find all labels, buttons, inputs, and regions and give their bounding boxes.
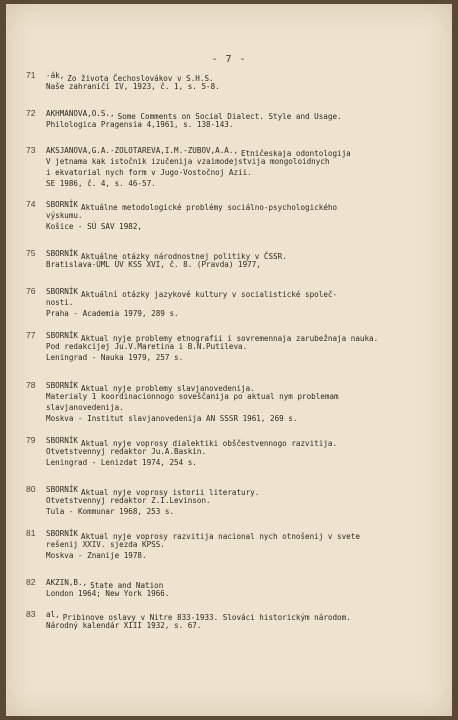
entry-line: London 1964; New York 1966.	[46, 589, 170, 598]
entry-author: SBORNÍK	[46, 436, 79, 445]
entry-title: Aktuální otázky jazykové kultury v socialistické společ-	[81, 290, 338, 299]
entry-line: SE 1986, č. 4, s. 46-57.	[46, 179, 156, 188]
entry-line	[46, 145, 416, 156]
entry-number: 79	[26, 435, 36, 445]
entry-author: AKZIN,B.,	[46, 578, 88, 587]
entry-text	[46, 528, 416, 561]
entry-line	[46, 108, 416, 119]
entry-number: 71	[26, 70, 36, 80]
entry-title: Aktual nyje voprosy razvitija nacional nych otnošenij v svete	[81, 532, 360, 541]
entry-text	[46, 577, 416, 599]
entry-text	[46, 609, 416, 631]
entry-title: Aktuálne otázky národnostnej politiky v ČSSR.	[81, 252, 287, 261]
entry-line: výskumu.	[46, 211, 83, 220]
entry-text	[46, 248, 416, 270]
entry-line: Moskva - Znanije 1978.	[46, 551, 147, 560]
entry-line: rešenij XXIV. sjezda KPSS.	[46, 540, 165, 549]
entry-line	[46, 199, 416, 210]
entry-line	[46, 609, 416, 620]
entry-text	[46, 145, 416, 189]
entry-title: Zo života Čechoslovákov v S.H.S.	[67, 74, 214, 83]
entry-text	[46, 70, 416, 92]
entry-author: -ák,	[46, 71, 65, 80]
entry-line: Pod redakcijej Ju.V.Maretina i B.N.Putileva.	[46, 342, 248, 351]
entry-number: 76	[26, 286, 36, 296]
entry-author: SBORNÍK	[46, 200, 79, 209]
entry-line	[46, 577, 416, 588]
page-number: - 7 -	[211, 54, 247, 65]
entry-line: Leningrad - Lenizdat 1974, 254 s.	[46, 458, 197, 467]
entry-line	[46, 70, 416, 81]
entry-line: Otvetstvennyj redaktor Ju.A.Baskin.	[46, 447, 207, 456]
entry-text	[46, 286, 416, 319]
entry-text	[46, 108, 416, 130]
entry-line: Otvetstvennyj redaktor Z.I.Levinson.	[46, 496, 211, 505]
entry-number: 82	[26, 577, 36, 587]
entry-line: Tula - Kommunar 1968, 253 s.	[46, 507, 175, 516]
entry-text	[46, 380, 416, 424]
entry-title: Aktual nyje voprosy istorii literatury.	[81, 488, 260, 497]
entry-text	[46, 199, 416, 232]
entry-number: 75	[26, 248, 36, 258]
entry-author: SBORNÍK	[46, 485, 79, 494]
entry-line	[46, 380, 416, 391]
entry-title: Pribinove oslavy v Nitre 833-1933. Slováci historickým národom.	[62, 613, 351, 622]
entry-title: State and Nation	[90, 581, 164, 590]
entry-line	[46, 286, 416, 297]
entry-line	[46, 528, 416, 539]
entry-line	[46, 330, 416, 341]
entry-author: SBORNÍK	[46, 287, 79, 296]
entry-author: SBORNÍK	[46, 331, 79, 340]
entry-line: slavjanovedenija.	[46, 403, 124, 412]
entry-author: AKHMANOVA,O.S.,	[46, 109, 115, 118]
entry-line: nosti.	[46, 298, 74, 307]
entry-title: Some Comments on Social Dialect. Style and Usage.	[117, 112, 342, 121]
entry-author: SBORNÍK	[46, 529, 79, 538]
entry-line	[46, 248, 416, 259]
entry-title: Aktual nyje problemy slavjanovedenija.	[81, 384, 255, 393]
entry-line: Národný kalendár XIII 1932, s. 67.	[46, 621, 202, 630]
entry-number: 74	[26, 199, 36, 209]
entry-number: 80	[26, 484, 36, 494]
entry-line	[46, 484, 416, 495]
entry-title: Aktual nyje problemy etnografii i sovremennaja zarubežnaja nauka.	[81, 334, 379, 343]
entry-title: Aktual nyje voprosy dialektiki obščestvennogo razvitija.	[81, 439, 338, 448]
entry-number: 72	[26, 108, 36, 118]
entry-line: Praha - Academia 1979, 289 s.	[46, 309, 179, 318]
entry-line: Košice - SÚ SAV 1982,	[46, 222, 143, 231]
entry-line: Leningrad - Nauka 1979, 257 s.	[46, 353, 184, 362]
entry-author: AKSJANOVA,G.A.-ZOLOTAREVA,I.M.-ZUBOV,A.A.,	[46, 146, 239, 155]
entry-number: 83	[26, 609, 36, 619]
entry-number: 73	[26, 145, 36, 155]
document-page	[6, 4, 452, 716]
entry-line: i ekvatorial nych form v Jugo-Vostočnoj Azii.	[46, 168, 252, 177]
entry-number: 81	[26, 528, 36, 538]
entry-number: 78	[26, 380, 36, 390]
entry-line: Materialy 1 koordinacionnogo soveščanija po aktual nym problemam	[46, 392, 339, 401]
entry-title: Aktuálne metodologické problémy sociálno-psychologického	[81, 203, 338, 212]
entry-text	[46, 330, 416, 363]
entry-line: Philologica Pragensia 4,1961, s. 138-143.	[46, 120, 234, 129]
entry-line: Bratislava-ÚML ÚV KSS XVI, č. 8. (Pravda) 1977,	[46, 260, 261, 269]
entry-title: Etničeskaja odontologija	[241, 149, 351, 158]
entry-line: Moskva - Institut slavjanovedenija AN SSSR 1961, 269 s.	[46, 414, 298, 423]
entry-author: SBORNÍK	[46, 381, 79, 390]
entry-author: SBORNÍK	[46, 249, 79, 258]
entry-line: V jetnama kak istočnik izučenija vzaimodejstvija mongoloidnych	[46, 157, 330, 166]
entry-line: Naše zahraničí IV, 1923, č. 1, s. 5-8.	[46, 82, 220, 91]
entry-line	[46, 435, 416, 446]
entry-text	[46, 484, 416, 517]
entry-number: 77	[26, 330, 36, 340]
entry-author: al,	[46, 610, 60, 619]
entry-text	[46, 435, 416, 468]
